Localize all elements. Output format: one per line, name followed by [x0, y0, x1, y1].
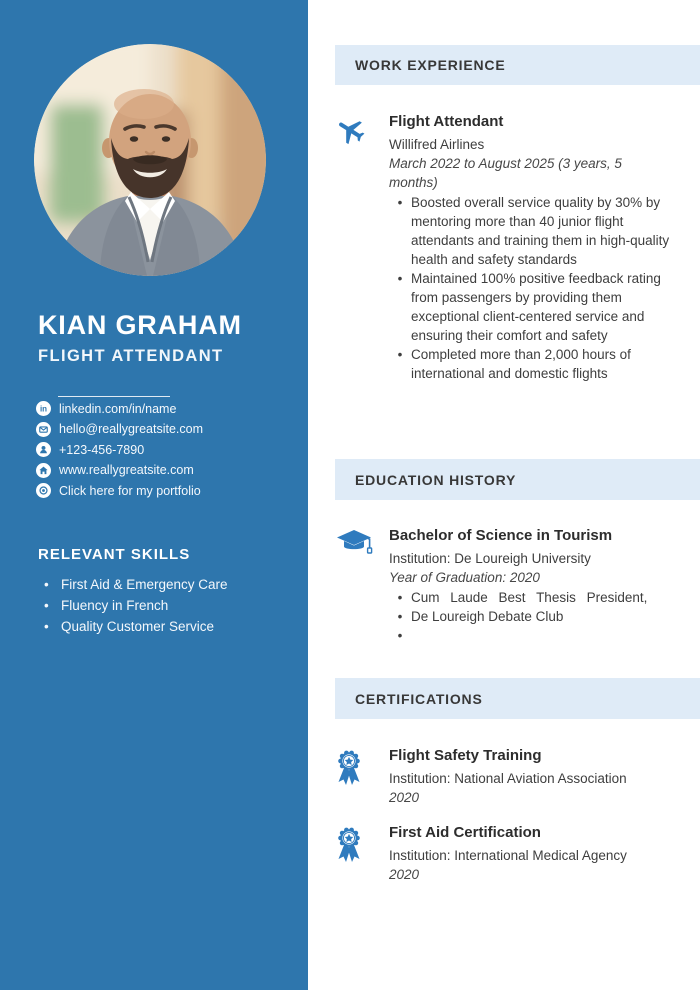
job-title: Flight Attendant: [389, 113, 504, 130]
bullet-text: Cum Laude Best Thesis President,: [411, 590, 648, 605]
contact-text: linkedin.com/in/name: [59, 401, 177, 416]
bullet-dot: [389, 588, 411, 607]
contact-text: +123-456-7890: [59, 442, 145, 457]
bullet-dot: [389, 193, 411, 269]
linkedin-icon: [36, 401, 51, 416]
education-bullet: [389, 588, 673, 607]
bullet-dot: [44, 577, 61, 592]
skill-item: [44, 619, 228, 634]
airplane-icon: [335, 113, 389, 383]
bullet-dot: [389, 269, 411, 345]
home-icon: [36, 463, 51, 478]
education-bullet: [389, 607, 673, 626]
section-header-education: [335, 459, 700, 500]
bullet-dot: [389, 607, 411, 626]
profile-photo: [34, 44, 266, 276]
portrait-illustration: [34, 44, 266, 276]
person-icon: [36, 442, 51, 457]
education-entry: [335, 527, 673, 645]
degree-title: Bachelor of Science in Tourism: [389, 527, 613, 544]
contact-linkedin[interactable]: [36, 401, 203, 417]
bullet-text: De Loureigh Debate Club: [411, 609, 564, 624]
education-bullet-list: [389, 588, 673, 645]
skill-label: Fluency in French: [61, 598, 169, 613]
award-ribbon-icon: [335, 747, 389, 807]
link-underline: [58, 396, 170, 397]
bullet-text: Maintained 100% positive feedback rating from passengers by providing them exceptional client-centered service and ensuring their comfort and safety: [411, 271, 661, 343]
work-bullet: [389, 269, 673, 345]
contact-phone[interactable]: [36, 442, 203, 458]
institution: Institution: De Loureigh University: [389, 551, 591, 566]
section-title: WORK EXPERIENCE: [355, 57, 506, 73]
skills-heading: RELEVANT SKILLS: [38, 546, 191, 563]
institution: Institution: International Medical Agency: [389, 848, 627, 863]
bullet-dot: [389, 345, 411, 383]
company-name: Willifred Airlines: [389, 137, 485, 152]
contact-text: hello@reallygreatsite.com: [59, 422, 204, 437]
section-title: EDUCATION HISTORY: [355, 471, 517, 488]
skill-label: First Aid & Emergency Care: [61, 577, 228, 592]
skill-item: [44, 577, 228, 592]
certification-year: 2020: [389, 790, 420, 805]
graduation-year: Year of Graduation: 2020: [389, 570, 540, 585]
contact-website[interactable]: [36, 463, 203, 479]
education-bullet: [389, 626, 673, 645]
email-icon: [36, 422, 51, 437]
name-heading: KIAN GRAHAM: [38, 310, 242, 340]
skills-list: [44, 577, 228, 640]
work-bullet: [389, 193, 673, 269]
work-entry: [335, 113, 673, 383]
bullet-dot: [389, 626, 411, 645]
svg-text:in: in: [39, 404, 48, 414]
certification-title: Flight Safety Training: [389, 747, 542, 764]
graduation-cap-icon: [335, 527, 389, 645]
section-header-work: [335, 45, 700, 85]
skill-item: [44, 598, 228, 613]
target-icon: [36, 483, 51, 498]
contact-list: [36, 401, 203, 504]
job-dates: March 2022 to August 2025 (3 years, 5 months): [389, 156, 622, 190]
section-header-certifications: [335, 678, 700, 719]
award-ribbon-icon: [335, 824, 389, 884]
institution: Institution: National Aviation Association: [389, 771, 627, 786]
role-heading: FLIGHT ATTENDANT: [38, 347, 224, 365]
work-bullet: [389, 345, 673, 383]
work-bullet-list: [389, 193, 673, 383]
bullet-text: [411, 626, 673, 645]
bullet-text: Completed more than 2,000 hours of international and domestic flights: [411, 347, 631, 381]
skill-label: Quality Customer Service: [61, 619, 215, 634]
contact-text: www.reallygreatsite.com: [59, 463, 194, 478]
bullet-text: Boosted overall service quality by 30% by mentoring more than 40 junior flight attendants and training them in high-quality health and safety standards: [411, 195, 670, 267]
contact-portfolio[interactable]: [36, 483, 203, 499]
certification-entry: [335, 824, 673, 884]
certification-year: 2020: [389, 867, 420, 882]
bullet-dot: [44, 619, 61, 634]
bullet-dot: [44, 598, 61, 613]
certification-entry: [335, 747, 673, 807]
section-title: CERTIFICATIONS: [355, 690, 483, 707]
contact-text: Click here for my portfolio: [59, 483, 201, 498]
sidebar: [0, 0, 308, 990]
certification-title: First Aid Certification: [389, 824, 541, 841]
contact-email[interactable]: [36, 422, 203, 438]
